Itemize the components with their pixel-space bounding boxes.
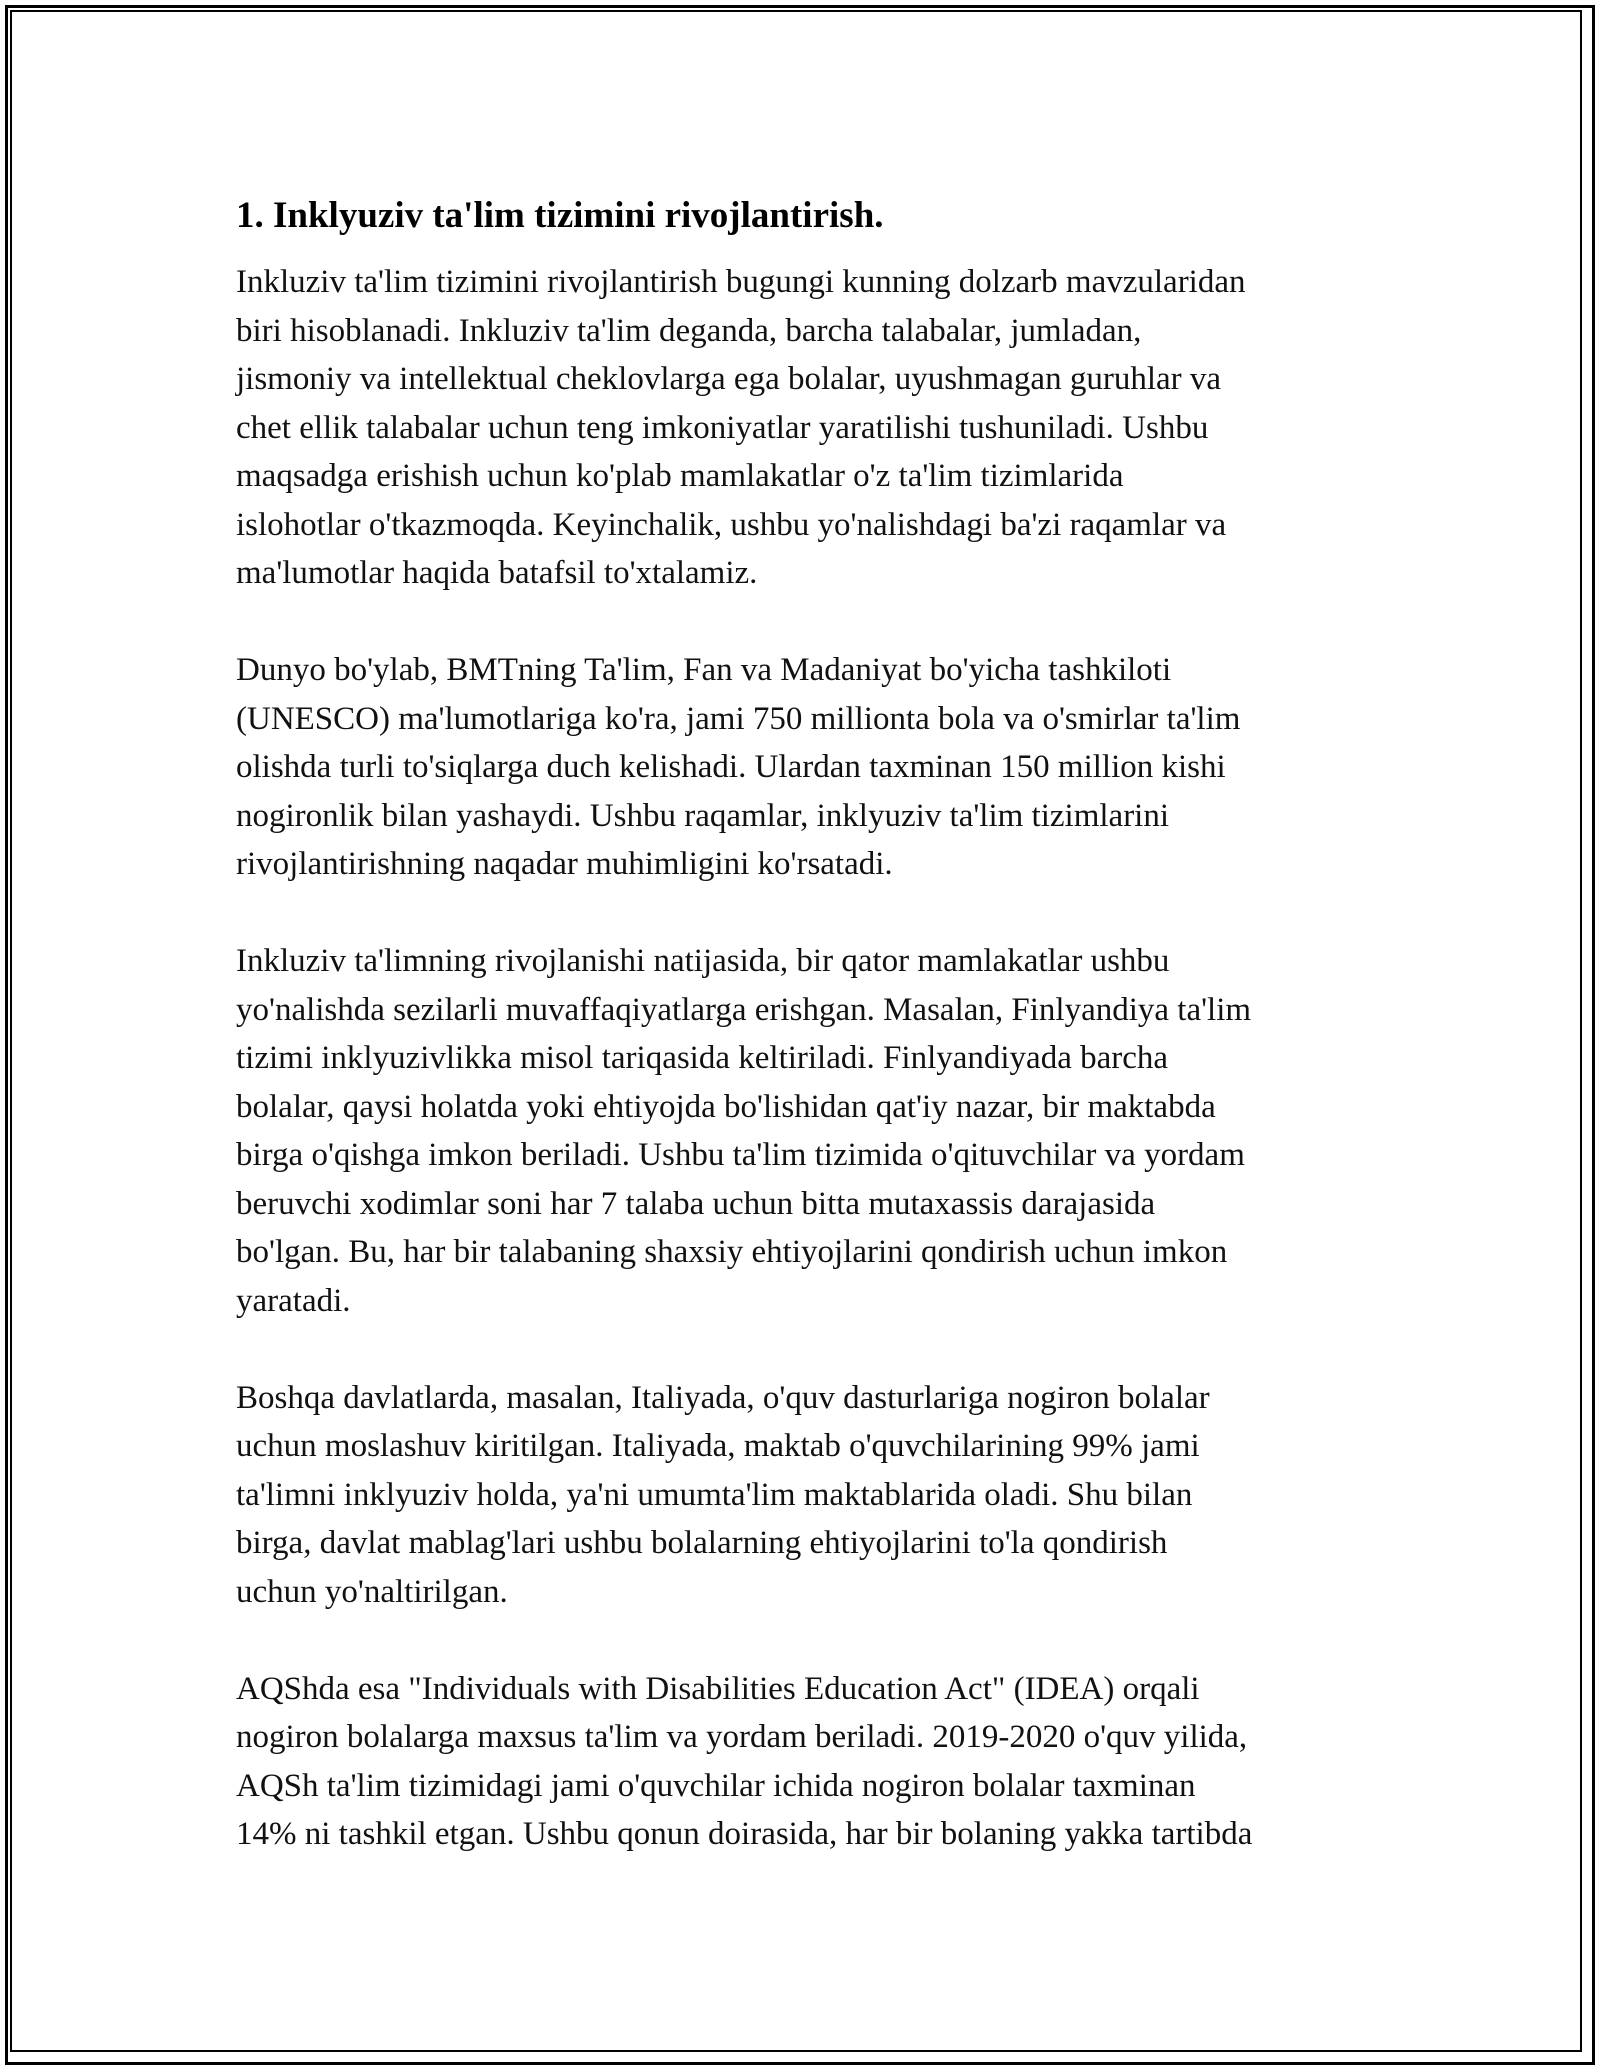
paragraph-line: 14% ni tashkil etgan. Ushbu qonun doirasida, har bir bolaning yakka tartibda: [236, 1816, 1253, 1852]
paragraph-line: olishda turli to'siqlarga duch kelishadi. Ulardan taxminan 150 million kishi: [236, 749, 1226, 785]
paragraph-line: maqsadga erishish uchun ko'plab mamlakatlar o'z ta'lim tizimlarida: [236, 458, 1124, 494]
paragraph-intro: [236, 258, 1396, 598]
paragraph-line: yo'nalishda sezilarli muvaffaqiyatlarga erishgan. Masalan, Finlyandiya ta'lim: [236, 991, 1252, 1028]
paragraph-line: chet ellik talabalar uchun teng imkoniyatlar yaratilishi tushuniladi. Ushbu: [236, 409, 1209, 446]
paragraph-usa: [236, 1665, 1396, 1859]
paragraph-line: Inkluziv ta'lim tizimini rivojlantirish bugungi kunning dolzarb mavzularidan: [236, 264, 1246, 300]
paragraph-italy: [236, 1374, 1396, 1617]
paragraph-line: uchun yo'naltirilgan.: [236, 1573, 508, 1610]
paragraph-line: tizimi inklyuzivlikka misol tariqasida keltiriladi. Finlyandiyada barcha: [236, 1040, 1169, 1076]
paragraph-line: nogironlik bilan yashaydi. Ushbu raqamlar, inklyuziv ta'lim tizimlarini: [236, 797, 1170, 834]
paragraph-line: AQShda esa "Individuals with Disabilities Education Act" (IDEA) orqali: [236, 1670, 1200, 1707]
paragraph-line: Boshqa davlatlarda, masalan, Italiyada, o'quv dasturlariga nogiron bolalar: [236, 1379, 1210, 1416]
paragraph-line: islohotlar o'tkazmoqda. Keyinchalik, ushbu yo'nalishdagi ba'zi raqamlar va: [236, 506, 1227, 543]
paragraph-line: nogiron bolalarga maxsus ta'lim va yordam beriladi. 2019-2020 o'quv yilida,: [236, 1719, 1248, 1755]
paragraph-line: beruvchi xodimlar soni har 7 talaba uchun bitta mutaxassis darajasida: [236, 1185, 1156, 1222]
section-heading: 1. Inklyuziv ta'lim tizimini rivojlantirish.: [236, 195, 884, 236]
paragraph-line: yaratadi.: [236, 1282, 351, 1319]
paragraph-line: uchun moslashuv kiritilgan. Italiyada, maktab o'quvchilarining 99% jami: [236, 1428, 1200, 1464]
paragraph-finland: [236, 937, 1396, 1325]
paragraph-line: rivojlantirishning naqadar muhimligini ko'rsatadi.: [236, 846, 893, 882]
paragraph-line: jismoniy va intellektual cheklovlarga ega bolalar, uyushmagan guruhlar va: [236, 361, 1222, 397]
paragraph-line: (UNESCO) ma'lumotlariga ko'ra, jami 750 millionta bola va o'smirlar ta'lim: [236, 700, 1241, 737]
paragraph-line: Inkluziv ta'limning rivojlanishi natijasida, bir qator mamlakatlar ushbu: [236, 943, 1170, 979]
paragraph-line: bo'lgan. Bu, har bir talabaning shaxsiy ehtiyojlarini qondirish uchun imkon: [236, 1234, 1228, 1270]
paragraph-line: AQSh ta'lim tizimidagi jami o'quvchilar ichida nogiron bolalar taxminan: [236, 1767, 1196, 1804]
paragraph-line: ma'lumotlar haqida batafsil to'xtalamiz.: [236, 555, 758, 591]
paragraph-line: ta'limni inklyuziv holda, ya'ni umumta'lim maktablarida oladi. Shu bilan: [236, 1476, 1193, 1513]
paragraph-line: biri hisoblanadi. Inkluziv ta'lim deganda, barcha talabalar, jumladan,: [236, 312, 1142, 349]
paragraph-line: Dunyo bo'ylab, BMTning Ta'lim, Fan va Madaniyat bo'yicha tashkiloti: [236, 652, 1172, 688]
paragraph-line: birga, davlat mablag'lari ushbu bolalarning ehtiyojlarini to'la qondirish: [236, 1525, 1168, 1561]
paragraph-line: birga o'qishga imkon beriladi. Ushbu ta'lim tizimida o'qituvchilar va yordam: [236, 1137, 1245, 1173]
paragraph-line: bolalar, qaysi holatda yoki ehtiyojda bo'lishidan qat'iy nazar, bir maktabda: [236, 1088, 1216, 1125]
paragraph-unesco: [236, 646, 1396, 889]
document-body: [236, 186, 1396, 1907]
